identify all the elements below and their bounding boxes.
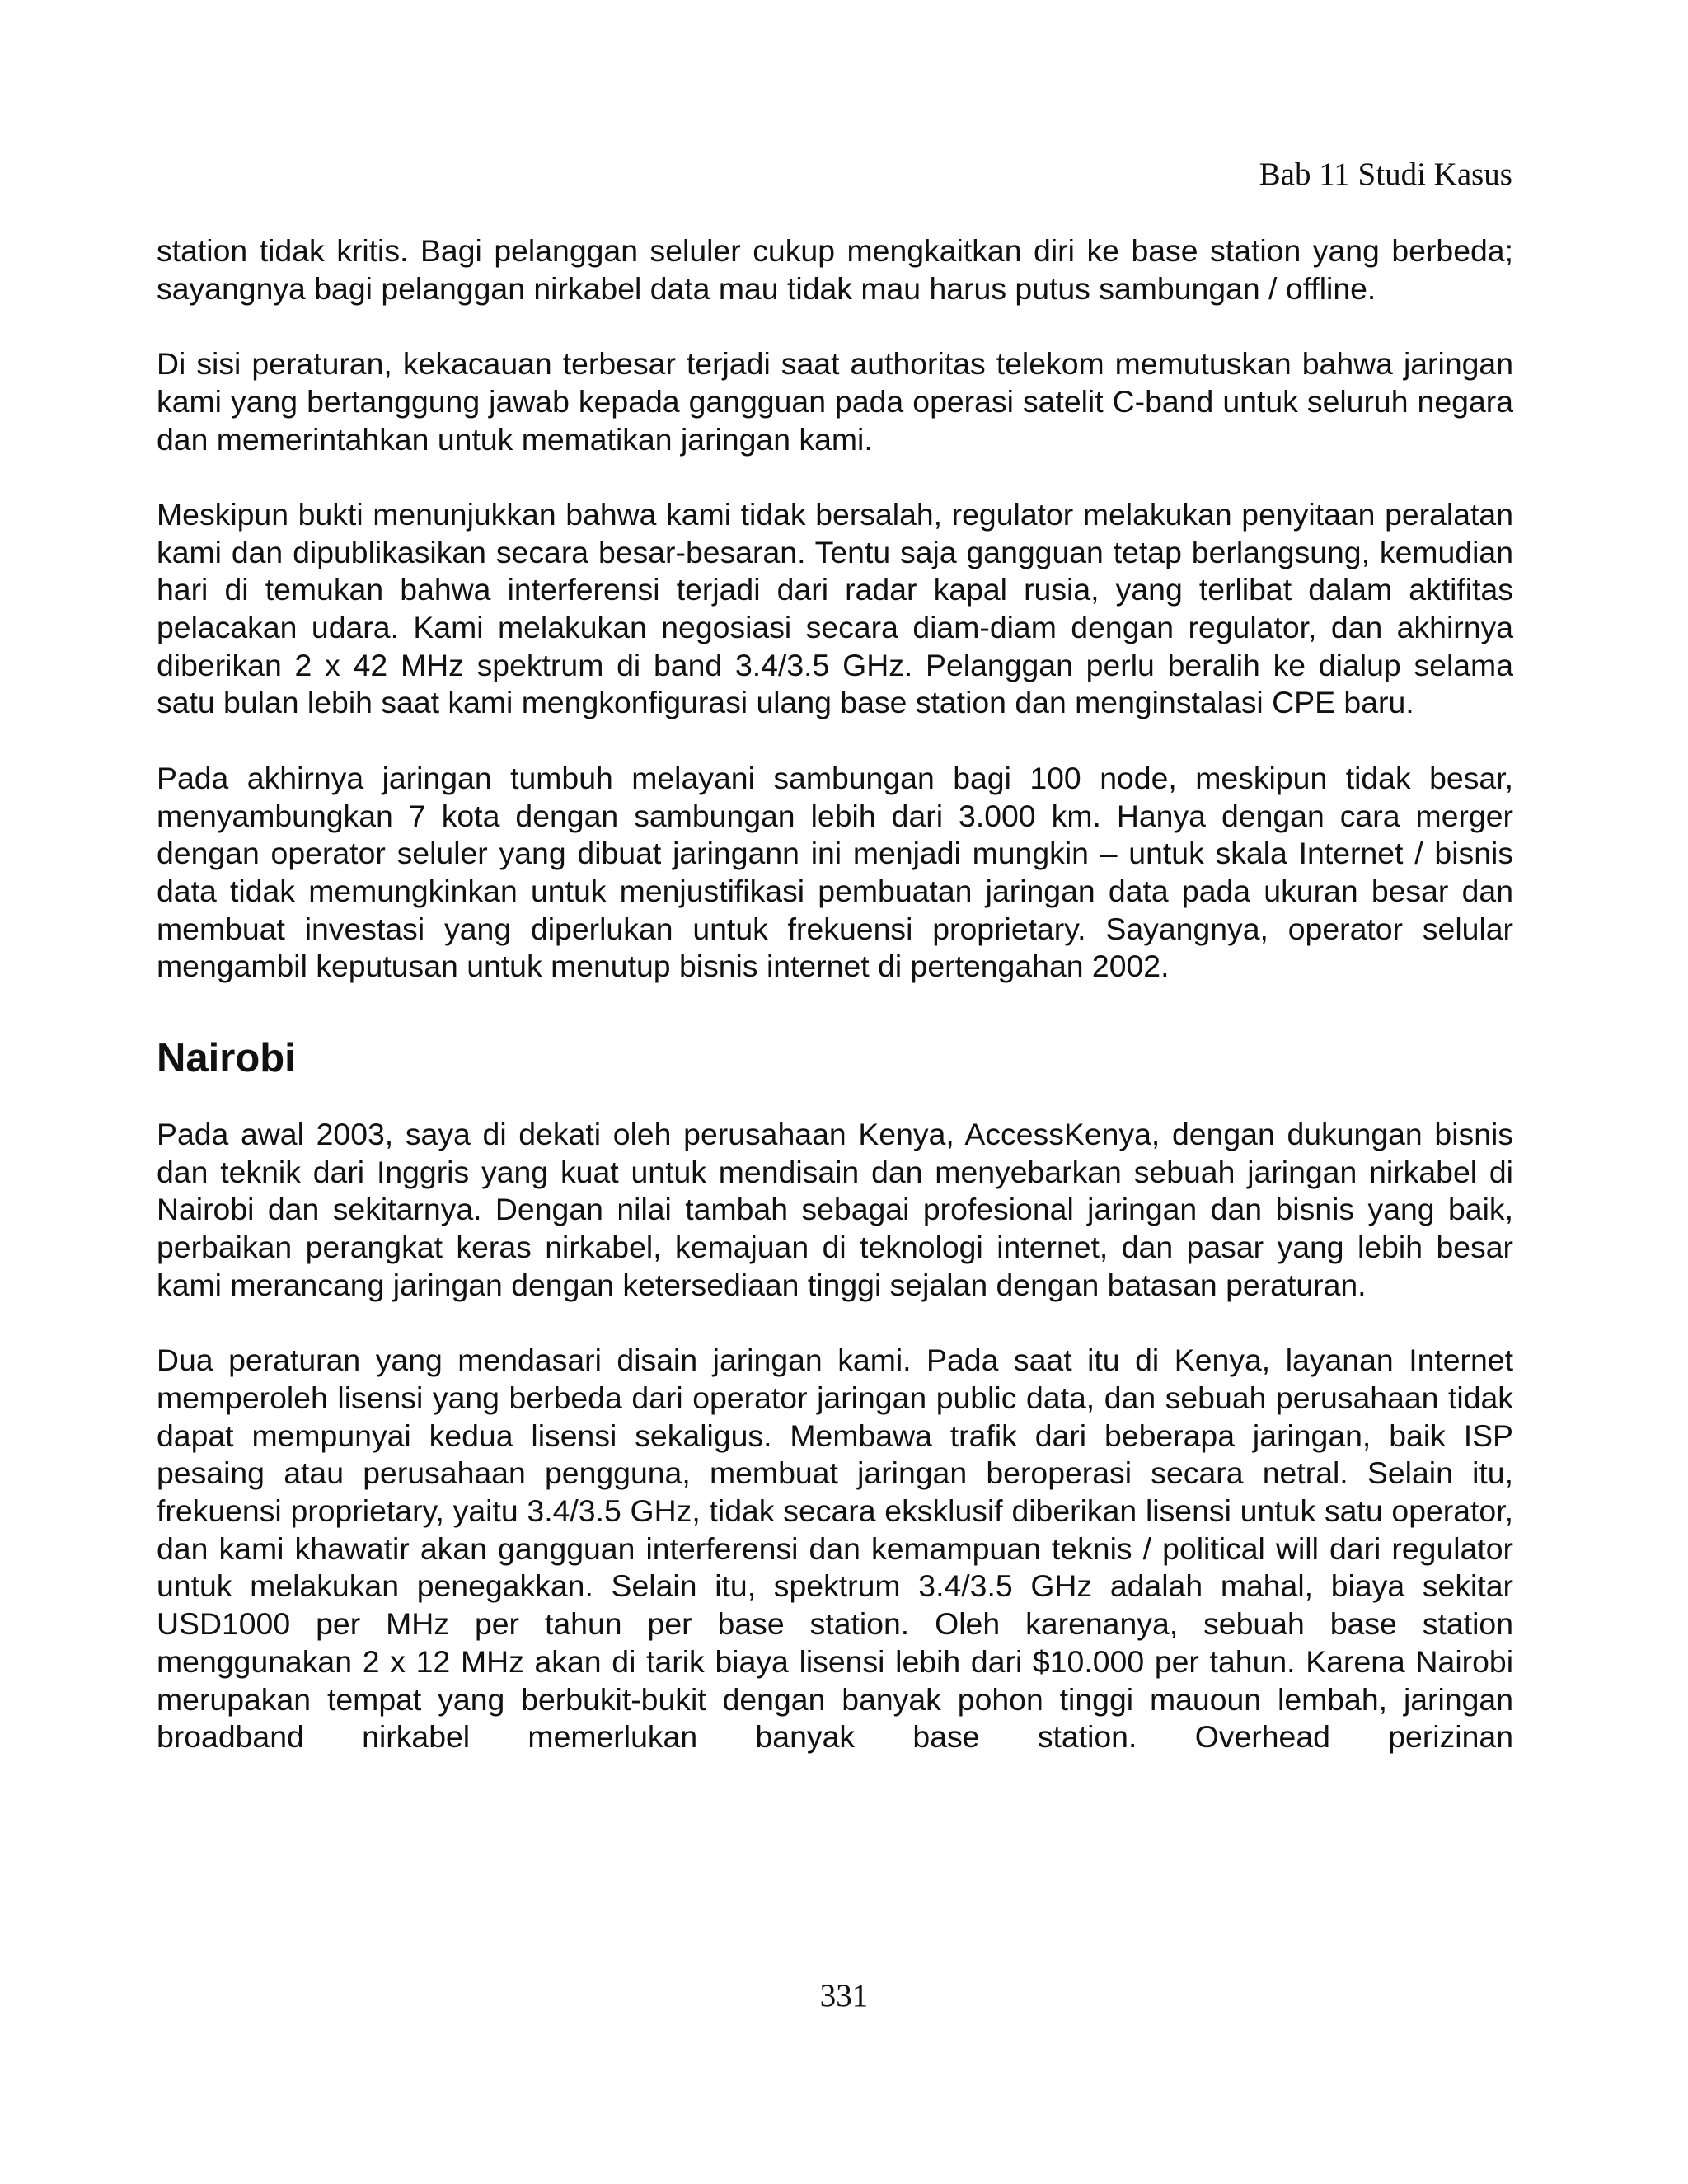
paragraph: Di sisi peraturan, kekacauan terbesar terjadi saat authoritas telekom memutuskan bahwa jaringan kami yang bertanggung jawab kepada gangguan pada operasi satelit C-band untuk seluruh negara dan memerintahkan untuk mematikan jaringan kami.	[157, 346, 1513, 457]
body-text	[157, 232, 1513, 1756]
section-heading: Nairobi	[157, 1036, 296, 1081]
page-number: 331	[819, 1978, 869, 2013]
running-header: Bab 11 Studi Kasus	[1259, 157, 1512, 192]
paragraph: Pada akhirnya jaringan tumbuh melayani sambungan bagi 100 node, meskipun tidak besar, menyambungkan 7 kota dengan sambungan lebih dari 3.000 km. Hanya dengan cara merger dengan operator seluler yang dibuat jaringann ini menjadi mungkin – untuk skala Internet / bisnis data tidak memungkinkan untuk menjustifikasi pembuatan jaringan data pada ukuran besar dan membuat investasi yang diperlukan untuk frekuensi proprietary. Sayangnya, operator selular mengambil keputusan untuk menutup bisnis internet di pertengahan 2002.	[157, 760, 1513, 984]
paragraph: station tidak kritis. Bagi pelanggan seluler cukup mengkaitkan diri ke base station yang berbeda; sayangnya bagi pelanggan nirkabel data mau tidak mau harus putus sambungan / offline.	[157, 233, 1513, 306]
paragraph: Dua peraturan yang mendasari disain jaringan kami. Pada saat itu di Kenya, layanan Internet memperoleh lisensi yang berbeda dari operator jaringan public data, dan sebuah perusahaan tidak dapat mempunyai kedua lisensi sekaligus. Membawa trafik dari beberapa jaringan, baik ISP pesaing atau perusahaan pengguna, membuat jaringan beroperasi secara netral. Selain itu, frekuensi proprietary, yaitu 3.4/3.5 GHz, tidak secara eksklusif diberikan lisensi untuk satu operator, dan kami khawatir akan gangguan interferensi dan kemampuan teknis / political will dari regulator untuk melakukan penegakkan. Selain itu, spektrum 3.4/3.5 GHz adalah mahal, biaya sekitar USD1000 per MHz per tahun per base station. Oleh karenanya, sebuah base station menggunakan 2 x 12 MHz akan di tarik biaya lisensi lebih dari $10.000 per tahun. Karena Nairobi merupakan tempat yang berbukit-bukit dengan banyak pohon tinggi mauoun lembah, jaringan broadband nirkabel memerlukan banyak base station. Overhead perizinan	[157, 1343, 1513, 1755]
paragraph: Pada awal 2003, saya di dekati oleh perusahaan Kenya, AccessKenya, dengan dukungan bisnis dan teknik dari Inggris yang kuat untuk mendisain dan menyebarkan sebuah jaringan nirkabel di Nairobi dan sekitarnya. Dengan nilai tambah sebagai profesional jaringan dan bisnis yang baik, perbaikan perangkat keras nirkabel, kemajuan di teknologi internet, dan pasar yang lebih besar kami merancang jaringan dengan ketersediaan tinggi sejalan dengan batasan peraturan.	[157, 1117, 1513, 1302]
paragraph: Meskipun bukti menunjukkan bahwa kami tidak bersalah, regulator melakukan penyitaan peralatan kami dan dipublikasikan secara besar-besaran. Tentu saja gangguan tetap berlangsung, kemudian hari di temukan bahwa interferensi terjadi dari radar kapal rusia, yang terlibat dalam aktifitas pelacakan udara. Kami melakukan negosiasi secara diam-diam dengan regulator, dan akhirnya diberikan 2 x 42 MHz spektrum di band 3.4/3.5 GHz. Pelanggan perlu beralih ke dialup selama satu bulan lebih saat kami mengkonfigurasi ulang base station dan menginstalasi CPE baru.	[157, 496, 1513, 720]
